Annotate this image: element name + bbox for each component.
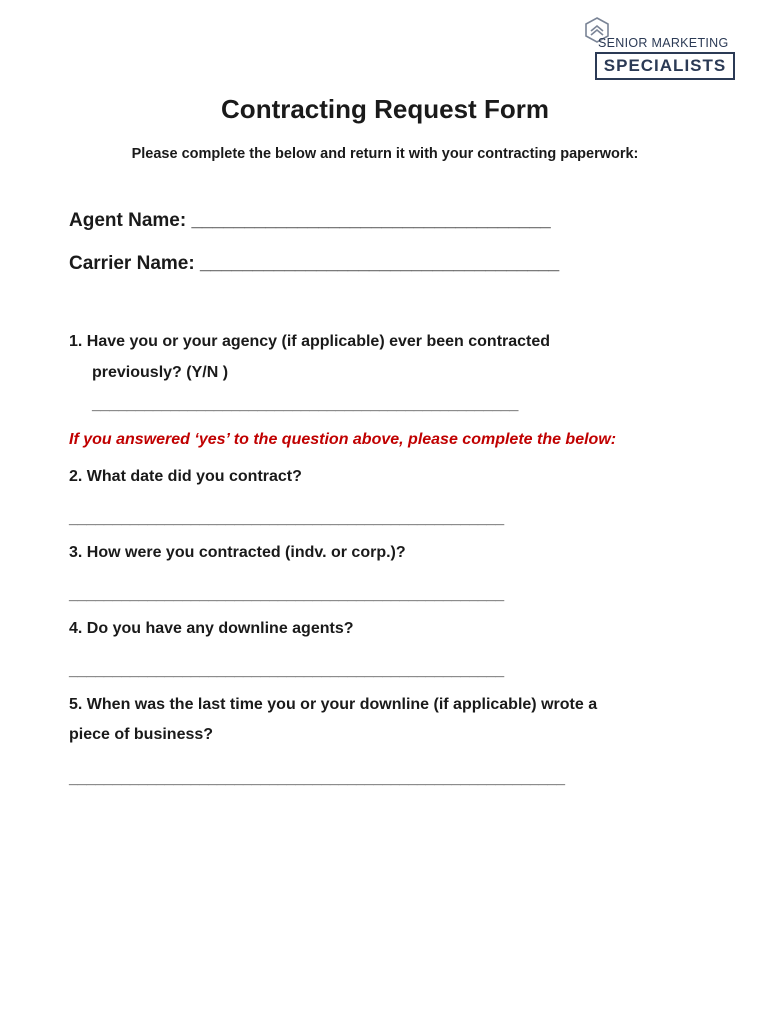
conditional-note: If you answered ‘yes’ to the question above, please complete the below: [69,431,617,448]
question-3-text: 3. How were you contracted (indv. or corp.)? [69,544,406,561]
question-5-text: 5. When was the last time you or your downline (if applicable) wrote a [69,696,598,713]
logo-text-bottom: SPECIALISTS [603,56,727,75]
question-1-answer-line[interactable]: _________________________________________________ [92,396,519,413]
question-4-text: 4. Do you have any downline agents? [69,620,354,637]
agent-name-field[interactable]: Agent Name: __________________________________ [69,210,551,231]
page-title: Contracting Request Form [221,94,549,124]
question-2-text: 2. What date did you contract? [69,468,302,485]
page-subtitle: Please complete the below and return it with your contracting paperwork: [131,146,639,162]
question-1-text-cont: previously? (Y/N ) [92,364,229,381]
logo-box [595,52,735,80]
question-2-answer-line[interactable]: __________________________________________________ [69,510,504,527]
question-5-answer-line[interactable]: _________________________________________________________ [69,770,565,787]
question-5-text-cont: piece of business? [69,726,214,743]
company-logo [583,16,739,82]
carrier-name-field[interactable]: Carrier Name: __________________________________ [69,253,560,274]
logo-text-top: SENIOR MARKETING [598,36,729,50]
question-1-text: 1. Have you or your agency (if applicable) ever been contracted [69,333,551,350]
question-3-answer-line[interactable]: __________________________________________________ [69,586,504,603]
question-4-answer-line[interactable]: __________________________________________________ [69,662,504,679]
